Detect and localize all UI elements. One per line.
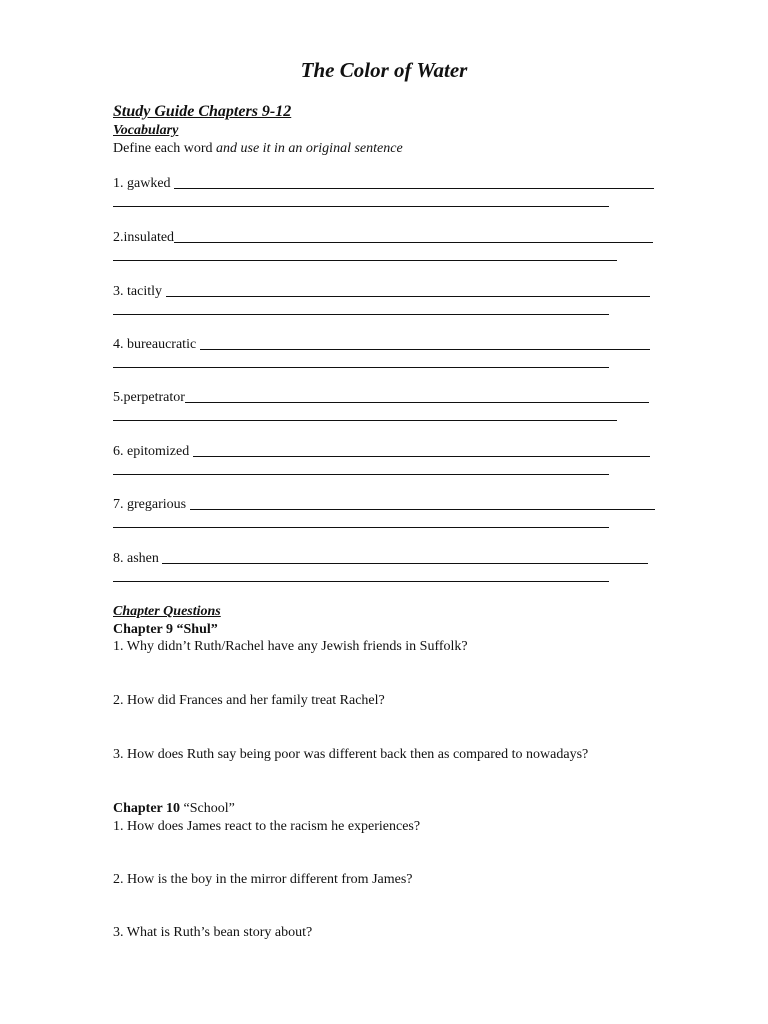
- study-guide-subtitle: Study Guide Chapters 9-12: [113, 103, 292, 120]
- answer-blank[interactable]: [190, 496, 655, 510]
- chapter-questions-heading: Chapter Questions: [113, 604, 221, 619]
- chapter-10-heading-number: Chapter 10: [113, 801, 181, 816]
- chapter-9-question-3: 3. How does Ruth say being poor was different back then as compared to nowadays?: [113, 747, 589, 762]
- vocab-item-4: [113, 336, 650, 354]
- answer-blank[interactable]: [193, 443, 650, 457]
- vocab-item-1: [113, 175, 654, 193]
- answer-line[interactable]: [113, 474, 609, 475]
- answer-line[interactable]: [113, 420, 617, 421]
- vocab-label: 1. gawked: [113, 176, 175, 191]
- chapter-10-question-2: 2. How is the boy in the mirror different from James?: [113, 872, 413, 887]
- vocab-item-6: [113, 443, 650, 461]
- vocab-item-7: [113, 496, 655, 514]
- vocabulary-instructions: [113, 140, 403, 158]
- answer-blank[interactable]: [166, 283, 651, 297]
- chapter-9-heading: Chapter 9 “Shul”: [113, 622, 218, 637]
- answer-line[interactable]: [113, 527, 609, 528]
- answer-blank[interactable]: [174, 175, 654, 189]
- answer-line[interactable]: [113, 581, 609, 582]
- vocab-label: 8. ashen: [113, 551, 163, 566]
- vocab-label: 2.insulated: [113, 230, 175, 245]
- answer-blank[interactable]: [174, 229, 653, 243]
- instructions-italic: and use it in an original sentence: [216, 141, 403, 156]
- vocab-label: 4. bureaucratic: [113, 337, 200, 352]
- instructions-plain: Define each word: [113, 141, 217, 156]
- vocab-item-8: [113, 550, 648, 568]
- chapter-10-heading-title: “School”: [180, 801, 235, 816]
- vocab-item-2: [113, 229, 653, 247]
- chapter-10-heading: [113, 800, 235, 818]
- vocab-item-5: [113, 389, 649, 407]
- answer-blank[interactable]: [162, 550, 648, 564]
- chapter-9-question-2: 2. How did Frances and her family treat Rachel?: [113, 693, 385, 708]
- page-title: The Color of Water: [300, 58, 468, 82]
- vocab-label: 7. gregarious: [113, 497, 190, 512]
- answer-blank[interactable]: [185, 389, 649, 403]
- chapter-10-question-1: 1. How does James react to the racism he experiences?: [113, 819, 421, 834]
- vocab-label: 5.perpetrator: [113, 390, 185, 405]
- vocab-label: 3. tacitly: [113, 284, 166, 299]
- answer-blank[interactable]: [200, 336, 650, 350]
- chapter-9-question-1: 1. Why didn’t Ruth/Rachel have any Jewish friends in Suffolk?: [113, 639, 468, 654]
- vocab-item-3: [113, 283, 650, 301]
- answer-line[interactable]: [113, 206, 609, 207]
- chapter-10-question-3: 3. What is Ruth’s bean story about?: [113, 925, 313, 940]
- answer-line[interactable]: [113, 367, 609, 368]
- vocab-label: 6. epitomized: [113, 444, 193, 459]
- answer-line[interactable]: [113, 314, 609, 315]
- answer-line[interactable]: [113, 260, 617, 261]
- vocabulary-heading: Vocabulary: [113, 123, 179, 138]
